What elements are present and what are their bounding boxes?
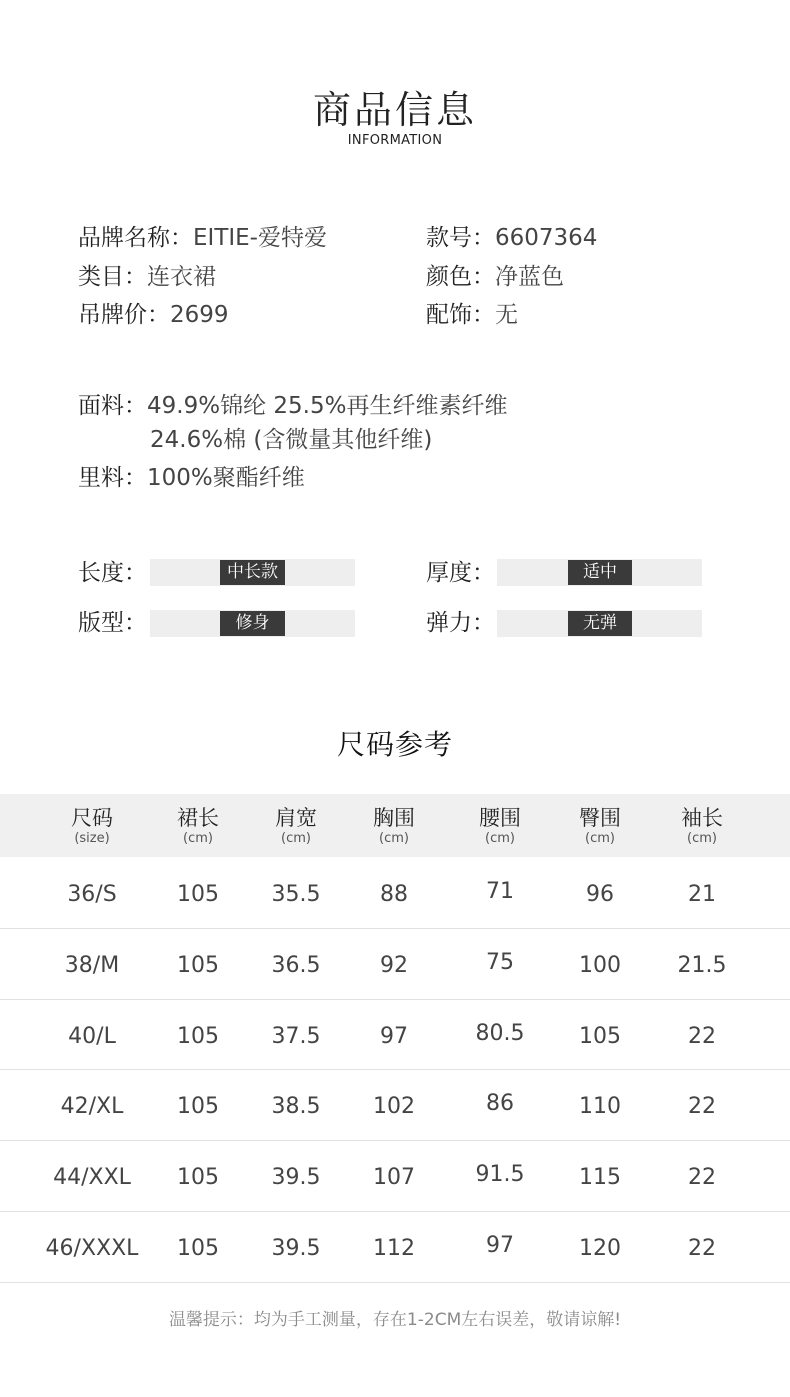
info-value: 无 [495, 302, 518, 328]
col-header-name: 臀围 [579, 806, 621, 830]
col-header-unit: (cm) [183, 831, 213, 846]
attr-thickness-label: 厚度： [426, 560, 495, 586]
cell-shoulder: 39.5 [271, 1165, 321, 1191]
col-header-unit: (cm) [585, 831, 615, 846]
col-header-bust [344, 805, 444, 847]
col-header-name: 胸围 [373, 806, 415, 830]
info-value: 6607364 [495, 225, 598, 251]
cell-bust: 88 [380, 882, 408, 907]
row-divider [0, 928, 790, 929]
cell-shoulder: 36.5 [271, 952, 321, 978]
info-label: 吊牌价： [78, 302, 170, 328]
cell-dress-length: 105 [177, 952, 219, 978]
attr-stretch-tag: 无弹 [568, 611, 632, 636]
info-label: 品牌名称： [78, 225, 193, 251]
cell-hip: 115 [579, 1165, 621, 1191]
cell-hip: 96 [586, 882, 614, 907]
cell-bust: 97 [380, 1023, 408, 1049]
fabric-lining-value: 100%聚酯纤维 [147, 465, 305, 491]
col-header-hip [550, 805, 650, 847]
info-style-number [426, 223, 597, 253]
col-header-unit: (cm) [485, 831, 515, 846]
cell-bust: 107 [373, 1165, 415, 1191]
col-header-unit: (cm) [687, 831, 717, 846]
col-header-name: 袖长 [681, 806, 723, 830]
info-accessories [426, 300, 518, 330]
cell-size: 36/S [67, 882, 117, 907]
col-header-sleeve [652, 805, 752, 847]
attr-fit-tag: 修身 [220, 611, 285, 636]
col-header-dress-length [148, 805, 248, 847]
cell-sleeve: 22 [688, 1023, 716, 1049]
info-value: 2699 [170, 302, 229, 328]
cell-hip: 110 [579, 1094, 621, 1120]
col-header-shoulder [246, 805, 346, 847]
cell-hip: 120 [579, 1236, 621, 1261]
info-brand [78, 223, 327, 253]
cell-shoulder: 39.5 [271, 1236, 321, 1261]
cell-shoulder: 38.5 [271, 1094, 321, 1120]
cell-dress-length: 105 [177, 882, 219, 907]
cell-hip: 105 [579, 1023, 621, 1049]
attr-length-tag: 中长款 [220, 560, 285, 585]
cell-bust: 102 [373, 1094, 415, 1120]
cell-waist: 86 [486, 1091, 514, 1117]
cell-dress-length: 105 [177, 1165, 219, 1191]
fabric-outer-line1: 49.9%锦纶 25.5%再生纤维素纤维 [147, 393, 508, 419]
col-header-size [42, 805, 142, 847]
col-header-unit: (cm) [379, 831, 409, 846]
cell-waist: 80.5 [475, 1020, 525, 1046]
measurement-tip: 温馨提示：均为手工测量，存在1-2CM左右误差，敬请谅解! [168, 1310, 622, 1330]
row-divider [0, 999, 790, 1000]
cell-sleeve: 21 [688, 882, 716, 907]
cell-size: 40/L [68, 1023, 116, 1049]
cell-sleeve: 22 [688, 1094, 716, 1120]
col-header-name: 裙长 [177, 806, 219, 830]
size-chart-title: 尺码参考 [336, 728, 453, 761]
cell-dress-length: 105 [177, 1094, 219, 1120]
cell-sleeve: 22 [688, 1236, 716, 1261]
row-divider [0, 1211, 790, 1212]
cell-shoulder: 35.5 [271, 882, 321, 907]
fabric-outer-label: 面料： [78, 393, 147, 419]
fabric-lining-label: 里料： [78, 465, 147, 491]
col-header-name: 尺码 [71, 806, 113, 830]
cell-size: 46/XXXL [45, 1236, 139, 1261]
page-subtitle: INFORMATION [347, 133, 443, 148]
cell-shoulder: 37.5 [271, 1023, 321, 1049]
attr-fit-label: 版型： [78, 610, 147, 636]
cell-waist: 71 [486, 879, 514, 904]
fabric-outer-line2: 24.6%棉 (含微量其他纤维) [150, 427, 433, 453]
col-header-unit: (size) [74, 831, 110, 846]
cell-bust: 92 [380, 952, 408, 978]
cell-size: 44/XXL [53, 1165, 131, 1191]
cell-sleeve: 21.5 [677, 952, 727, 978]
cell-hip: 100 [579, 952, 621, 978]
info-label: 款号： [426, 225, 495, 251]
cell-waist: 97 [486, 1233, 514, 1258]
attr-length-label: 长度： [78, 560, 147, 586]
info-value: 连衣裙 [147, 264, 216, 290]
info-value: 净蓝色 [495, 264, 564, 290]
info-category [78, 262, 216, 292]
info-tag-price [78, 300, 229, 330]
info-label: 类目： [78, 264, 147, 290]
info-label: 颜色： [426, 264, 495, 290]
cell-sleeve: 22 [688, 1165, 716, 1191]
col-header-name: 腰围 [479, 806, 521, 830]
cell-size: 38/M [64, 952, 120, 978]
attr-thickness-tag: 适中 [568, 560, 632, 585]
fabric-lining [78, 463, 305, 493]
row-divider [0, 1282, 790, 1283]
attr-stretch-label: 弹力： [426, 610, 495, 636]
col-header-name: 肩宽 [275, 806, 317, 830]
fabric-outer [78, 391, 507, 421]
col-header-waist [450, 805, 550, 847]
cell-dress-length: 105 [177, 1023, 219, 1049]
info-label: 配饰： [426, 302, 495, 328]
info-color [426, 262, 564, 292]
cell-waist: 75 [486, 949, 514, 975]
page-title: 商品信息 [312, 88, 477, 132]
info-value: EITIE-爱特爱 [193, 225, 327, 251]
cell-dress-length: 105 [177, 1236, 219, 1261]
row-divider [0, 1069, 790, 1070]
cell-bust: 112 [373, 1236, 415, 1261]
row-divider [0, 1140, 790, 1141]
col-header-unit: (cm) [281, 831, 311, 846]
cell-size: 42/XL [60, 1094, 124, 1120]
cell-waist: 91.5 [475, 1162, 525, 1188]
